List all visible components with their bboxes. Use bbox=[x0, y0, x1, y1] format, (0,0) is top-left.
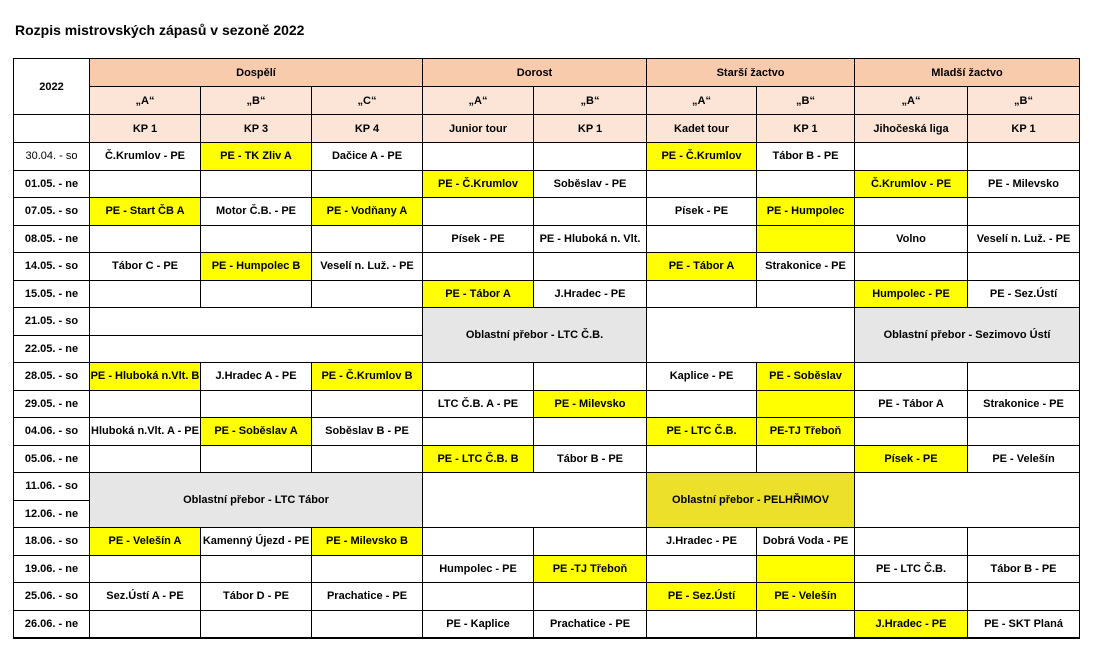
empty-cell bbox=[90, 610, 201, 638]
match-cell: Písek - PE bbox=[423, 225, 534, 253]
competition-header: Kadet tour bbox=[647, 115, 757, 143]
match-cell: PE -TJ Třeboň bbox=[534, 555, 647, 583]
match-cell: PE - Milevsko bbox=[968, 170, 1080, 198]
empty-cell bbox=[90, 390, 201, 418]
match-cell: Tábor B - PE bbox=[757, 143, 855, 171]
schedule-row bbox=[14, 143, 1080, 171]
empty-cell bbox=[855, 418, 968, 446]
competition-header: Junior tour bbox=[423, 115, 534, 143]
schedule-row bbox=[14, 170, 1080, 198]
match-cell: PE - Start ČB A bbox=[90, 198, 201, 226]
date-cell: 04.06. - so bbox=[14, 418, 90, 446]
match-cell: PE - Velešín A bbox=[90, 528, 201, 556]
match-cell: PE - Kaplice bbox=[423, 610, 534, 638]
match-cell: Č.Krumlov - PE bbox=[855, 170, 968, 198]
schedule-row bbox=[14, 363, 1080, 391]
match-cell: PE - Tábor A bbox=[855, 390, 968, 418]
team-header: „A“ bbox=[855, 87, 968, 115]
empty-cell bbox=[201, 225, 312, 253]
empty-merged-cell bbox=[855, 473, 1080, 528]
team-header: „A“ bbox=[423, 87, 534, 115]
competition-header: Jihočeská liga bbox=[855, 115, 968, 143]
match-cell: PE - TK Zliv A bbox=[201, 143, 312, 171]
match-cell: PE - LTC Č.B. bbox=[855, 555, 968, 583]
empty-cell bbox=[647, 610, 757, 638]
empty-cell bbox=[647, 445, 757, 473]
empty-cell bbox=[968, 143, 1080, 171]
empty-cell bbox=[90, 445, 201, 473]
empty-cell bbox=[423, 253, 534, 281]
empty-cell bbox=[757, 170, 855, 198]
empty-cell bbox=[757, 390, 855, 418]
match-cell: Písek - PE bbox=[855, 445, 968, 473]
empty-cell bbox=[423, 583, 534, 611]
match-cell: Kaplice - PE bbox=[647, 363, 757, 391]
empty-cell bbox=[968, 418, 1080, 446]
competition-header: KP 3 bbox=[201, 115, 312, 143]
date-cell: 28.05. - so bbox=[14, 363, 90, 391]
empty-cell bbox=[855, 363, 968, 391]
empty-cell bbox=[423, 363, 534, 391]
schedule-row bbox=[14, 390, 1080, 418]
match-cell: J.Hradec - PE bbox=[534, 280, 647, 308]
schedule-row bbox=[14, 445, 1080, 473]
competition-header: KP 1 bbox=[757, 115, 855, 143]
team-header: „A“ bbox=[90, 87, 201, 115]
match-cell: Sez.Ústí A - PE bbox=[90, 583, 201, 611]
empty-cell bbox=[312, 610, 423, 638]
empty-cell bbox=[312, 170, 423, 198]
empty-cell bbox=[855, 198, 968, 226]
empty-cell bbox=[534, 528, 647, 556]
match-cell: Strakonice - PE bbox=[757, 253, 855, 281]
match-cell: Tábor D - PE bbox=[201, 583, 312, 611]
match-cell: PE - Č.Krumlov bbox=[423, 170, 534, 198]
empty-cell bbox=[201, 390, 312, 418]
empty-cell bbox=[855, 143, 968, 171]
date-cell: 12.06. - ne bbox=[14, 500, 90, 528]
empty-cell bbox=[312, 280, 423, 308]
empty-merged-cell bbox=[647, 308, 855, 363]
empty-merged-cell bbox=[90, 308, 423, 336]
empty-cell bbox=[968, 198, 1080, 226]
match-cell: Tábor C - PE bbox=[90, 253, 201, 281]
empty-cell bbox=[855, 583, 968, 611]
match-cell: J.Hradec - PE bbox=[647, 528, 757, 556]
match-cell: Strakonice - PE bbox=[968, 390, 1080, 418]
match-cell: Písek - PE bbox=[647, 198, 757, 226]
merged-cell-starsi-zactvo: Oblastní přebor - PELHŘIMOV bbox=[647, 473, 855, 528]
empty-cell bbox=[647, 390, 757, 418]
empty-cell bbox=[968, 253, 1080, 281]
match-cell: Tábor B - PE bbox=[968, 555, 1080, 583]
empty-cell bbox=[534, 418, 647, 446]
match-cell: J.Hradec A - PE bbox=[201, 363, 312, 391]
empty-cell bbox=[757, 610, 855, 638]
match-cell: Dačice A - PE bbox=[312, 143, 423, 171]
schedule-row bbox=[14, 253, 1080, 281]
match-cell: Soběslav B - PE bbox=[312, 418, 423, 446]
team-header: „C“ bbox=[312, 87, 423, 115]
empty-cell bbox=[968, 528, 1080, 556]
schedule-row bbox=[14, 528, 1080, 556]
empty-cell bbox=[312, 390, 423, 418]
schedule-row bbox=[14, 418, 1080, 446]
empty-cell bbox=[201, 280, 312, 308]
empty-cell bbox=[90, 170, 201, 198]
match-cell: PE - Milevsko bbox=[534, 390, 647, 418]
empty-cell bbox=[423, 418, 534, 446]
match-cell: Motor Č.B. - PE bbox=[201, 198, 312, 226]
match-cell: PE - Velešín bbox=[968, 445, 1080, 473]
date-cell: 30.04. - so bbox=[14, 143, 90, 171]
competition-header: KP 4 bbox=[312, 115, 423, 143]
empty-cell bbox=[90, 280, 201, 308]
match-cell: PE - Humpolec bbox=[757, 198, 855, 226]
match-cell: Veselí n. Luž. - PE bbox=[312, 253, 423, 281]
empty-cell bbox=[201, 610, 312, 638]
category-header-dorost: Dorost bbox=[423, 59, 647, 87]
empty-cell bbox=[534, 143, 647, 171]
empty-cell bbox=[968, 363, 1080, 391]
empty-cell bbox=[968, 583, 1080, 611]
empty-cell bbox=[423, 528, 534, 556]
schedule-row bbox=[14, 225, 1080, 253]
match-cell: Volno bbox=[855, 225, 968, 253]
date-cell: 19.06. - ne bbox=[14, 555, 90, 583]
page-title: Rozpis mistrovských zápasů v sezoně 2022 bbox=[15, 22, 305, 38]
empty-cell bbox=[757, 445, 855, 473]
empty-cell bbox=[647, 170, 757, 198]
schedule-row bbox=[14, 280, 1080, 308]
team-header: „B“ bbox=[201, 87, 312, 115]
category-header-starsi-zactvo: Starší žactvo bbox=[647, 59, 855, 87]
empty-cell bbox=[312, 555, 423, 583]
empty-cell bbox=[201, 555, 312, 583]
team-header: „B“ bbox=[757, 87, 855, 115]
date-cell: 14.05. - so bbox=[14, 253, 90, 281]
merged-cell-dorost: Oblastní přebor - LTC Č.B. bbox=[423, 308, 647, 363]
empty-cell bbox=[757, 225, 855, 253]
date-cell: 22.05. - ne bbox=[14, 335, 90, 363]
match-cell: Humpolec - PE bbox=[855, 280, 968, 308]
match-cell: PE - Velešín bbox=[757, 583, 855, 611]
date-cell: 25.06. - so bbox=[14, 583, 90, 611]
empty-merged-cell bbox=[90, 335, 423, 363]
match-cell: PE-TJ Třeboň bbox=[757, 418, 855, 446]
schedule-row bbox=[14, 555, 1080, 583]
date-cell: 07.05. - so bbox=[14, 198, 90, 226]
empty-cell bbox=[647, 280, 757, 308]
match-cell: PE - Sez.Ústí bbox=[647, 583, 757, 611]
competition-header: KP 1 bbox=[90, 115, 201, 143]
match-cell: PE - Humpolec B bbox=[201, 253, 312, 281]
competition-header: KP 1 bbox=[534, 115, 647, 143]
match-cell: Hluboká n.Vlt. A - PE bbox=[90, 418, 201, 446]
empty-cell bbox=[534, 363, 647, 391]
match-cell: PE - Vodňany A bbox=[312, 198, 423, 226]
date-cell: 18.06. - so bbox=[14, 528, 90, 556]
date-cell: 01.05. - ne bbox=[14, 170, 90, 198]
empty-cell bbox=[855, 528, 968, 556]
schedule-row bbox=[14, 583, 1080, 611]
empty-cell bbox=[201, 170, 312, 198]
match-cell: LTC Č.B. A - PE bbox=[423, 390, 534, 418]
empty-cell bbox=[757, 280, 855, 308]
competition-header: KP 1 bbox=[968, 115, 1080, 143]
date-cell: 05.06. - ne bbox=[14, 445, 90, 473]
match-cell: Veselí n. Luž. - PE bbox=[968, 225, 1080, 253]
schedule-row bbox=[14, 473, 1080, 501]
blank-header-cell bbox=[14, 115, 90, 143]
date-cell: 11.06. - so bbox=[14, 473, 90, 501]
match-cell: Tábor B - PE bbox=[534, 445, 647, 473]
empty-cell bbox=[423, 143, 534, 171]
match-cell: PE - Soběslav A bbox=[201, 418, 312, 446]
merged-cell-mladsi-zactvo: Oblastní přebor - Sezimovo Ústí bbox=[855, 308, 1080, 363]
empty-cell bbox=[647, 555, 757, 583]
empty-cell bbox=[647, 225, 757, 253]
empty-cell bbox=[534, 198, 647, 226]
match-cell: J.Hradec - PE bbox=[855, 610, 968, 638]
schedule-table bbox=[13, 58, 1080, 639]
match-cell: Č.Krumlov - PE bbox=[90, 143, 201, 171]
date-cell: 08.05. - ne bbox=[14, 225, 90, 253]
merged-cell-dospeli: Oblastní přebor - LTC Tábor bbox=[90, 473, 423, 528]
match-cell: PE - Hluboká n. Vlt. bbox=[534, 225, 647, 253]
empty-cell bbox=[757, 555, 855, 583]
empty-cell bbox=[423, 198, 534, 226]
match-cell: PE - Tábor A bbox=[423, 280, 534, 308]
match-cell: PE - Soběslav bbox=[757, 363, 855, 391]
match-cell: PE - Hluboká n.Vlt. B bbox=[90, 363, 201, 391]
match-cell: PE - LTC Č.B. bbox=[647, 418, 757, 446]
match-cell: Soběslav - PE bbox=[534, 170, 647, 198]
year-header: 2022 bbox=[14, 59, 90, 115]
empty-cell bbox=[312, 225, 423, 253]
team-header: „B“ bbox=[968, 87, 1080, 115]
schedule-row bbox=[14, 308, 1080, 336]
match-cell: PE - Č.Krumlov bbox=[647, 143, 757, 171]
team-header: „B“ bbox=[534, 87, 647, 115]
schedule-row bbox=[14, 198, 1080, 226]
match-cell: Prachatice - PE bbox=[312, 583, 423, 611]
empty-cell bbox=[534, 583, 647, 611]
date-cell: 26.06. - ne bbox=[14, 610, 90, 638]
category-header-mladsi-zactvo: Mladší žactvo bbox=[855, 59, 1080, 87]
match-cell: PE - Milevsko B bbox=[312, 528, 423, 556]
category-header-dospeli: Dospělí bbox=[90, 59, 423, 87]
empty-cell bbox=[312, 445, 423, 473]
empty-cell bbox=[534, 253, 647, 281]
date-cell: 15.05. - ne bbox=[14, 280, 90, 308]
match-cell: Kamenný Újezd - PE bbox=[201, 528, 312, 556]
empty-cell bbox=[201, 445, 312, 473]
date-cell: 21.05. - so bbox=[14, 308, 90, 336]
match-cell: PE - SKT Planá bbox=[968, 610, 1080, 638]
match-cell: Humpolec - PE bbox=[423, 555, 534, 583]
match-cell: PE - Tábor A bbox=[647, 253, 757, 281]
match-cell: PE - Č.Krumlov B bbox=[312, 363, 423, 391]
empty-merged-cell bbox=[423, 473, 647, 528]
schedule-row bbox=[14, 610, 1080, 638]
match-cell: Prachatice - PE bbox=[534, 610, 647, 638]
match-cell: PE - Sez.Ústí bbox=[968, 280, 1080, 308]
empty-cell bbox=[855, 253, 968, 281]
team-header: „A“ bbox=[647, 87, 757, 115]
empty-cell bbox=[90, 555, 201, 583]
match-cell: Dobrá Voda - PE bbox=[757, 528, 855, 556]
match-cell: PE - LTC Č.B. B bbox=[423, 445, 534, 473]
empty-cell bbox=[90, 225, 201, 253]
date-cell: 29.05. - ne bbox=[14, 390, 90, 418]
